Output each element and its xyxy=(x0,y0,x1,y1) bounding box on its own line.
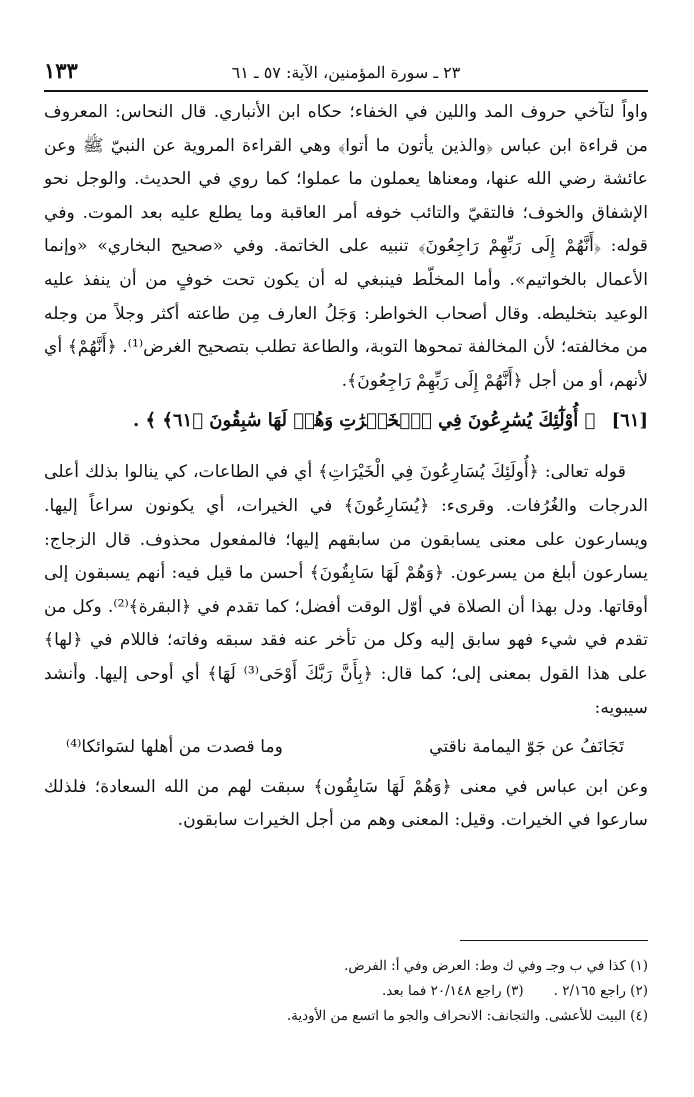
verse-heading xyxy=(44,404,648,438)
running-title: ٢٣ ـ سورة المؤمنين، الآية: ٥٧ ـ ٦١ xyxy=(231,63,461,82)
poem-verse xyxy=(44,731,648,765)
poem-first-hemistich: تَجَانَفُ عن جَوّ اليمامة ناقتي xyxy=(429,737,624,758)
footnote-4: (٤) البيت للأعشى. والتجانف: الانحراف والجو ما اتسع من الأودية. xyxy=(286,1008,648,1024)
poem-second-hemistich: وما قصدت من أهلها لسَوائكا⁽⁴⁾ xyxy=(66,737,283,758)
page-header xyxy=(44,58,648,92)
footnote-divider xyxy=(460,940,648,941)
footnote-1: (١) كذا في ب وجـ وفي ك وط: العرض وفي أ: الفرض. xyxy=(344,958,648,974)
paragraph-3: وعن ابن عباس في معنى ﴿وَهُمْ لَهَا سَابِقُون﴾ سبقت لهم من الله السعادة؛ فلذلك سارعوا في الخيرات. وقيل: المعنى وهم من أجل الخيرات سابقون. xyxy=(44,776,648,831)
footnote-2: (٢) راجع ٢/١٦٥ . xyxy=(553,983,648,999)
paragraph-1: واواً لتآخي حروف المد واللين في الخفاء؛ حكاه ابن الأنباري. قال النحاس: المعروف من قراءة ابن عباس ﴿والذين يأتون ما أتوا﴾ وهي القراءة المروية عن النبيّ ﷺ وعن عائشة رضي الله عنها، ومعناها يعملون ما عملوا؛ كما روي في الحديث. والوجل نحو الإشفاق والخوف؛ فالتقيّ والتائب خوفه أمر العاقبة وما يطلع عليه بعد الموت. وفي قوله: ﴿أَنَّهُمْ إِلَى رَبِّهِمْ رَاجِعُونَ﴾ تنبيه على الخاتمة. وفي «صحيح البخاري» «وإنما الأعمال بالخواتيم». وأما المخلّط فينبغي له أن يكون تحت خوفٍ من أن ينفذ عليه الوعيد بتخليطه. وقال أصحاب الخواطر: وَجَلُ العارف مِن طاعته أكثر وجلاً من وجله من مخالفته؛ لأن المخالفة تمحوها التوبة، والطاعة تطلب بتصحيح الغرض⁽¹⁾. ﴿أَنَّهُمْ﴾ أي لأنهم، أو من أجل ﴿أَنَّهُمْ إِلَى رَبِّهِمْ رَاجِعُونَ﴾. xyxy=(44,102,648,391)
book-page xyxy=(44,58,648,1058)
footnotes xyxy=(44,954,648,1029)
verse-text: ﴿ أُوْلَٰٓئِكَ يُسَٰرِعُونَ فِي ٱلۡخَيۡرَٰتِ وَهُمۡ لَهَا سَٰبِقُونَ ﴿٦١﴾ ﴾ . xyxy=(132,410,596,432)
verse-number: [٦١] xyxy=(611,410,648,432)
header-divider xyxy=(44,90,648,92)
paragraph-2: قوله تعالى: ﴿أُولَئِكَ يُسَارِعُونَ فِي الْخَيْرَاتِ﴾ أي في الطاعات، كي ينالوا بذلك أعلى الدرجات والغُرُفات. وقرىء: ﴿يُسَارِعُونَ﴾ في الخيرات، أي يكونون سراعاً إليها. ويسارعون على معنى يسابقون من سابقهم إليها؛ فالمفعول محذوف. قال الزجاج: يسارعون أبلغ من يسرعون. ﴿وَهُمْ لَهَا سَابِقُونَ﴾ أحسن ما قيل فيه: أنهم يسبقون إلى أوقاتها. ودل بهذا أن الصلاة في أوّل الوقت أفضل؛ كما تقدم في ﴿البقرة﴾⁽²⁾. وكل من تقدم في شيء فهو سابق إليه وكل من تأخر عنه فقد سبقه وفاته؛ فاللام في ﴿لها﴾ على هذا القول بمعنى إلى؛ كما قال: ﴿بِأَنَّ رَبَّكَ أَوْحَى⁽³⁾ لَهَا﴾ أي أوحى إليها. وأنشد سيبويه: xyxy=(44,462,648,718)
footnote-3: (٣) راجع ٢٠/١٤٨ فما بعد. xyxy=(382,983,524,999)
page-number: ١٣٣ xyxy=(44,58,78,83)
footnote-row-2-3 xyxy=(44,979,648,1004)
main-text xyxy=(44,96,648,838)
